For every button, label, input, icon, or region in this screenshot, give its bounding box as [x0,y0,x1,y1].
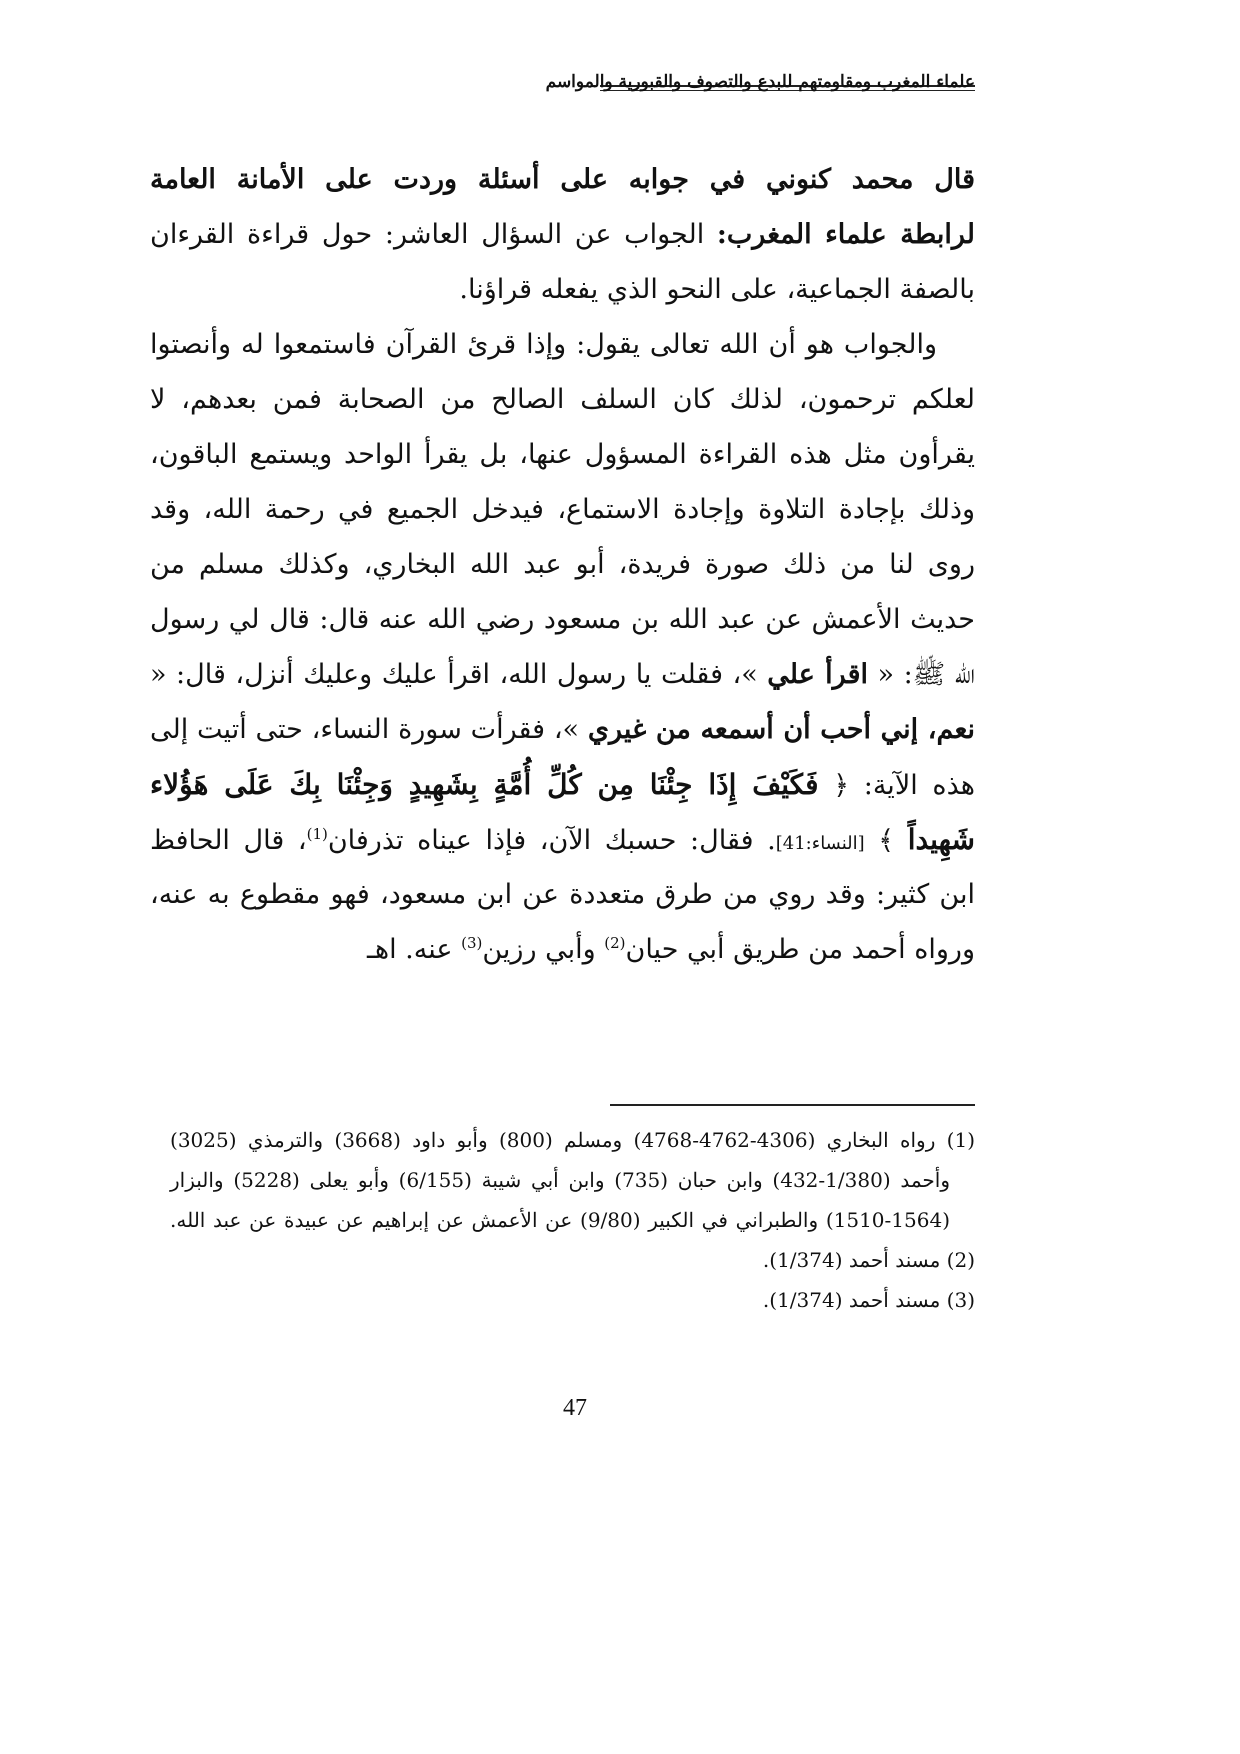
text-segment: والجواب هو أن الله تعالى يقول: وإذا قرئ القرآن فاستمعوا له وأنصتوا [150,329,937,360]
running-header: علماء المغرب ومقاومتهم للبدع والتصوف والقبورية والمواسم [545,72,975,92]
text-line [150,537,975,592]
text-segment: نعم، إني أحب أن أسمعه من غيري [587,714,975,745]
text-segment: لرابطة علماء المغرب: [716,219,975,250]
text-line [150,152,975,207]
text-segment: روى لنا من ذلك صورة فريدة، أبو عبد الله البخاري، وكذلك مسلم من [150,549,975,580]
text-segment: الجواب عن السؤال العاشر: حول قراءة القرءان [150,219,717,250]
text-segment: ﴾ [864,825,908,856]
quran-verse: فَكَيْفَ إِذَا جِئْنَا مِن كُلِّ أُمَّةٍ بِشَهِيدٍ وَجِئْنَا بِكَ عَلَى هَؤُلاء [150,768,819,801]
text-segment: عنه. اهـ [366,934,462,965]
footnote-line: وأحمد (1/380-432) وابن حبان (735) وابن أبي شيبة (6/155) وأبو يعلى (5228) والبزار [170,1168,950,1192]
text-segment: . فقال: حسبك الآن، فإذا عيناه تذرفان [327,825,776,856]
text-segment: »، فقلت يا رسول الله، اقرأ عليك وعليك أنزل، قال: « [150,659,768,690]
text-segment: اقرأ علي [767,659,868,690]
footnote-line: (1510-1564) والطبراني في الكبير (9/80) عن الأعمش عن إبراهيم عن عبيدة عن عبد الله. [170,1208,950,1232]
text-segment: قال محمد كنوني في جوابه على أسئلة وردت على الأمانة العامة [150,164,975,195]
footnote-ref: (1) [306,825,328,843]
text-segment: وذلك بإجادة التلاوة وإجادة الاستماع، فيدخل الجميع في رحمة الله، وقد [150,494,976,525]
text-line [150,922,975,977]
verse-reference: [النساء:41] [775,833,865,854]
text-line [150,372,975,427]
text-segment: حديث الأعمش عن عبد الله بن مسعود رضي الله عنه قال: قال لي رسول [150,604,975,635]
text-segment: هذه الآية: ﴿ [818,770,975,801]
text-segment: ورواه أحمد من طريق أبي حيان [625,934,975,965]
text-line [150,592,975,647]
text-line [150,482,975,537]
page-number: 47 [563,1395,587,1421]
text-segment: لعلكم ترحمون، لذلك كان السلف الصالح من الصحابة فمن بعدهم، لا [150,384,975,415]
text-line [150,647,975,702]
footnotes [170,1120,975,1320]
text-line [150,702,975,757]
text-segment: الله ﷺ: « [868,659,975,690]
text-segment: وأبي رزين [482,934,605,965]
text-line [150,207,975,262]
footnote-ref: (2) [604,934,626,952]
text-line [150,317,975,372]
text-segment: »، فقرأت سورة النساء، حتى أتيت إلى [150,714,588,745]
quran-verse: شَهِيداً [907,823,975,856]
text-segment: ابن كثير: وقد روي من طرق متعددة عن ابن مسعود، فهو مقطوع به عنه، [150,879,975,910]
text-line [150,262,975,317]
text-line [150,757,975,812]
footnote-line: (3) مسند أحمد (1/374). [762,1288,975,1312]
body-text [150,152,975,977]
footnote-ref: (3) [461,934,483,952]
text-segment: يقرأون مثل هذه القراءة المسؤول عنها، بل يقرأ الواحد ويستمع الباقون، [150,439,975,470]
text-segment: ، قال الحافظ [150,825,307,856]
footnote-line: (1) رواه البخاري (4306-4762-4768) ومسلم (800) وأبو داود (3668) والترمذي (3025) [170,1128,976,1152]
text-line [150,867,975,922]
footnote-line: (2) مسند أحمد (1/374). [762,1248,975,1272]
text-line [150,812,975,867]
text-segment: بالصفة الجماعية، على النحو الذي يفعله قراؤنا. [459,274,975,305]
text-line [150,427,975,482]
footnote-separator [610,1104,975,1106]
